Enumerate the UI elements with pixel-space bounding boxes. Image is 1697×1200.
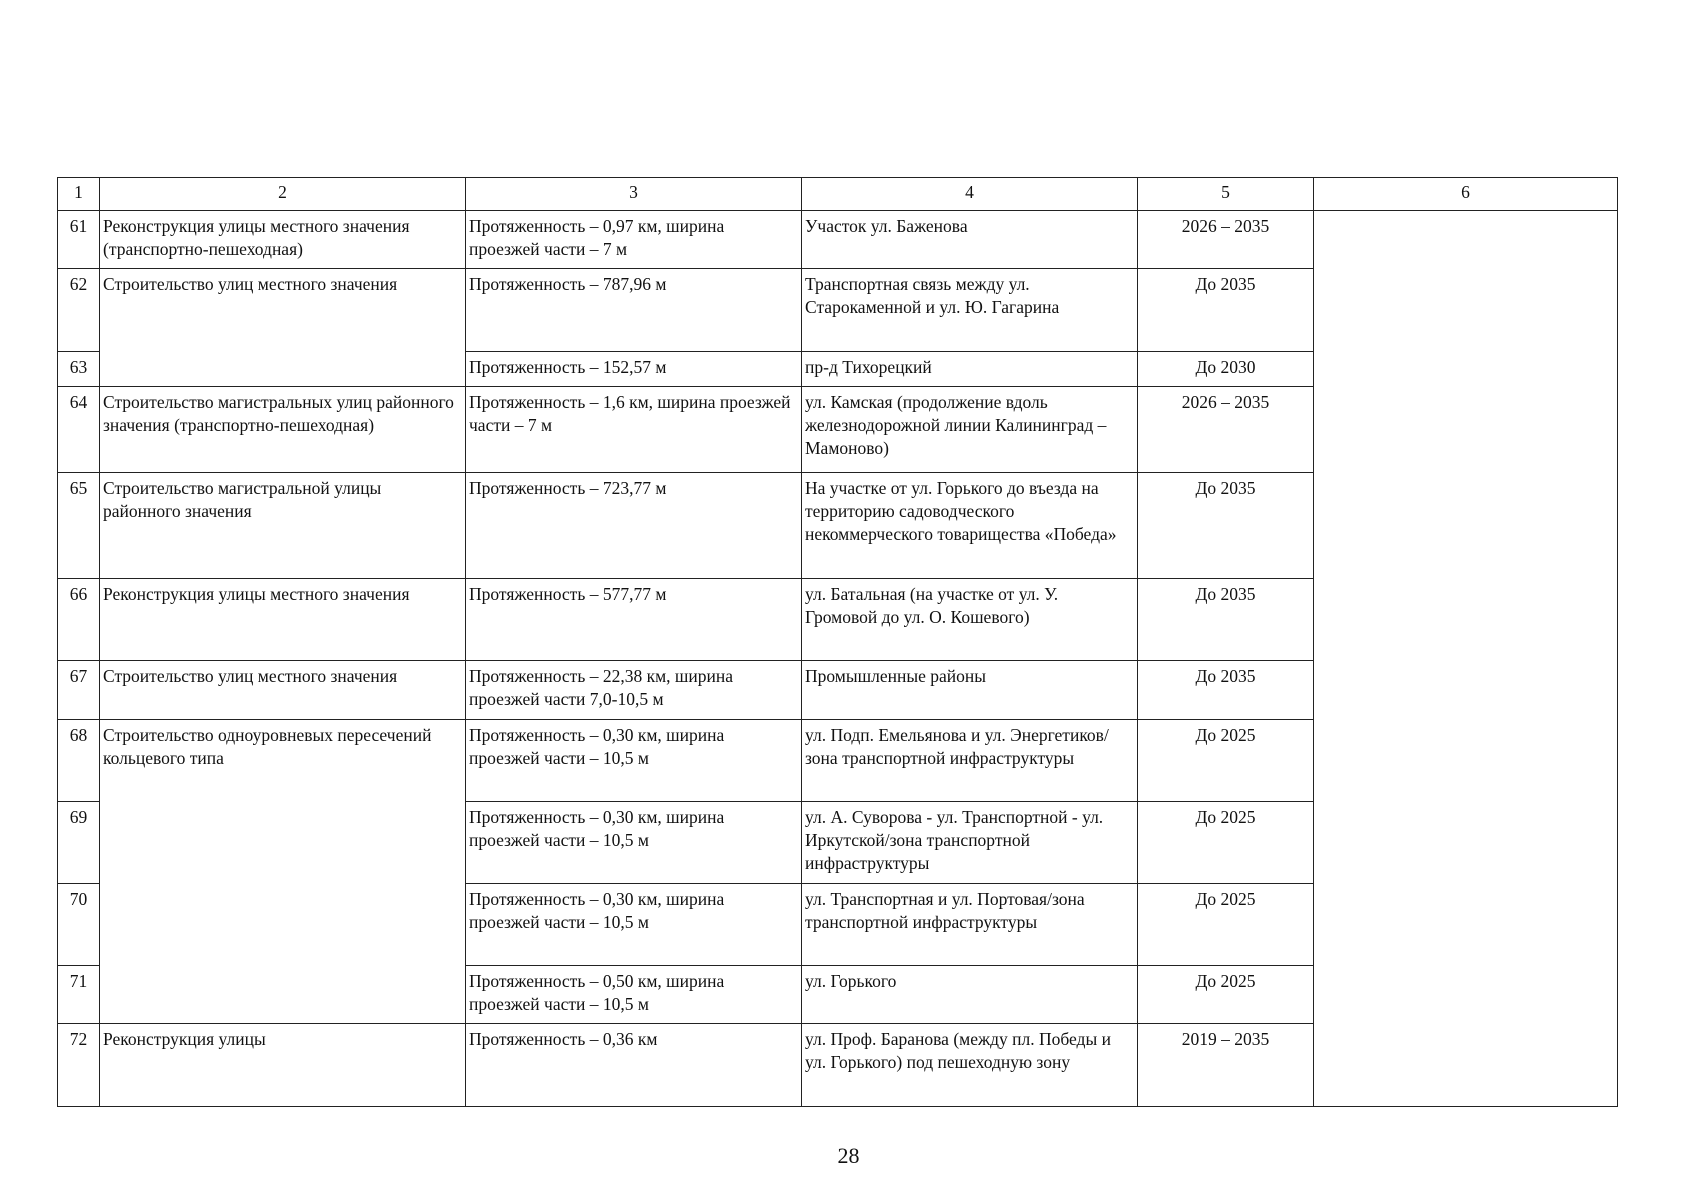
- implementation-term: 2026 – 2035: [1138, 387, 1314, 473]
- object-parameters: Протяженность – 0,36 км: [466, 1024, 802, 1107]
- implementation-term: До 2035: [1138, 269, 1314, 352]
- implementation-term: До 2025: [1138, 884, 1314, 966]
- header-cell-5: 5: [1138, 178, 1314, 211]
- object-location: Участок ул. Баженова: [802, 211, 1138, 269]
- object-location: ул. Камская (продолжение вдоль железнодорожной линии Калининград – Мамоново): [802, 387, 1138, 473]
- object-parameters: Протяженность – 22,38 км, ширина проезжей части 7,0-10,5 м: [466, 661, 802, 720]
- row-number: 62: [58, 269, 100, 352]
- object-parameters: Протяженность – 152,57 м: [466, 352, 802, 387]
- header-cell-3: 3: [466, 178, 802, 211]
- object-name: Реконструкция улицы: [100, 1024, 466, 1107]
- object-name: Реконструкция улицы местного значения: [100, 579, 466, 661]
- object-location: ул. Транспортная и ул. Портовая/зона транспортной инфраструктуры: [802, 884, 1138, 966]
- object-location: ул. Подп. Емельянова и ул. Энергетиков/зона транспортной инфраструктуры: [802, 720, 1138, 802]
- table-row: [58, 211, 1618, 269]
- header-cell-2: 2: [100, 178, 466, 211]
- column-6-cell: [1314, 211, 1618, 1107]
- object-parameters: Протяженность – 1,6 км, ширина проезжей части – 7 м: [466, 387, 802, 473]
- row-number: 66: [58, 579, 100, 661]
- object-name: Строительство магистральной улицы районного значения: [100, 473, 466, 579]
- object-name: Строительство магистральных улиц районного значения (транспортно-пешеходная): [100, 387, 466, 473]
- header-cell-6: 6: [1314, 178, 1618, 211]
- row-number: 71: [58, 966, 100, 1024]
- implementation-term: До 2025: [1138, 720, 1314, 802]
- header-cell-4: 4: [802, 178, 1138, 211]
- implementation-term: 2019 – 2035: [1138, 1024, 1314, 1107]
- implementation-term: До 2035: [1138, 473, 1314, 579]
- row-number: 63: [58, 352, 100, 387]
- object-name: Строительство одноуровневых пересечений кольцевого типа: [100, 720, 466, 1024]
- implementation-term: До 2030: [1138, 352, 1314, 387]
- data-table: [57, 177, 1618, 1107]
- row-number: 69: [58, 802, 100, 884]
- object-name: Строительство улиц местного значения: [100, 661, 466, 720]
- implementation-term: До 2035: [1138, 661, 1314, 720]
- object-location: ул. А. Суворова - ул. Транспортной - ул. Иркутской/зона транспортной инфраструктуры: [802, 802, 1138, 884]
- object-parameters: Протяженность – 577,77 м: [466, 579, 802, 661]
- object-location: Промышленные районы: [802, 661, 1138, 720]
- object-name: Строительство улиц местного значения: [100, 269, 466, 387]
- implementation-term: До 2025: [1138, 802, 1314, 884]
- object-location: ул. Батальная (на участке от ул. У. Громовой до ул. О. Кошевого): [802, 579, 1138, 661]
- object-location: пр-д Тихорецкий: [802, 352, 1138, 387]
- header-cell-1: 1: [58, 178, 100, 211]
- implementation-term: 2026 – 2035: [1138, 211, 1314, 269]
- row-number: 70: [58, 884, 100, 966]
- row-number: 67: [58, 661, 100, 720]
- object-parameters: Протяженность – 0,30 км, ширина проезжей части – 10,5 м: [466, 720, 802, 802]
- page-number: 28: [837, 1143, 860, 1168]
- object-location: На участке от ул. Горького до въезда на территорию садоводческого некоммерческого товарищества «Победа»: [802, 473, 1138, 579]
- row-number: 72: [58, 1024, 100, 1107]
- object-parameters: Протяженность – 0,30 км, ширина проезжей части – 10,5 м: [466, 802, 802, 884]
- object-location: ул. Горького: [802, 966, 1138, 1024]
- row-number: 64: [58, 387, 100, 473]
- row-number: 68: [58, 720, 100, 802]
- object-parameters: Протяженность – 0,97 км, ширина проезжей части – 7 м: [466, 211, 802, 269]
- row-number: 61: [58, 211, 100, 269]
- object-location: Транспортная связь между ул. Старокаменной и ул. Ю. Гагарина: [802, 269, 1138, 352]
- row-number: 65: [58, 473, 100, 579]
- object-name: Реконструкция улицы местного значения (транспортно-пешеходная): [100, 211, 466, 269]
- object-parameters: Протяженность – 787,96 м: [466, 269, 802, 352]
- object-parameters: Протяженность – 0,30 км, ширина проезжей части – 10,5 м: [466, 884, 802, 966]
- object-parameters: Протяженность – 0,50 км, ширина проезжей части – 10,5 м: [466, 966, 802, 1024]
- object-location: ул. Проф. Баранова (между пл. Победы и ул. Горького) под пешеходную зону: [802, 1024, 1138, 1107]
- implementation-term: До 2035: [1138, 579, 1314, 661]
- header-row: [58, 178, 1618, 211]
- implementation-term: До 2025: [1138, 966, 1314, 1024]
- object-parameters: Протяженность – 723,77 м: [466, 473, 802, 579]
